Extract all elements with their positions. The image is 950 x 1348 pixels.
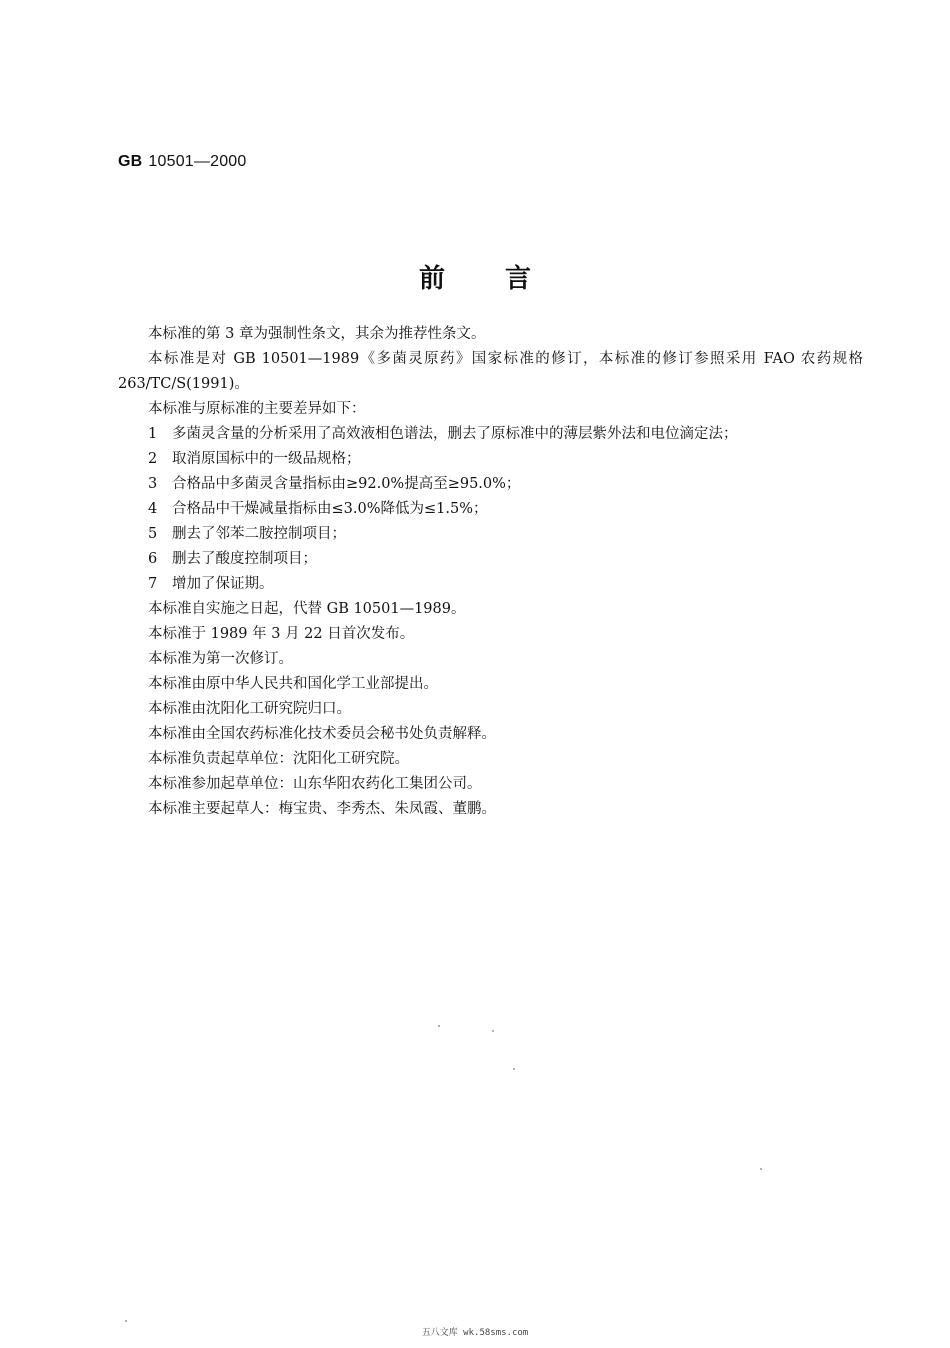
list-item-text: 多菌灵含量的分析采用了高效液相色谱法，删去了原标准中的薄层紫外法和电位滴定法； xyxy=(172,426,738,442)
standard-number: 10501—2000 xyxy=(148,153,247,170)
list-item-number: 6 xyxy=(148,551,158,567)
statement-participating-unit: 本标准参加起草单位：山东华阳农药化工集团公司。 xyxy=(148,776,482,792)
list-item xyxy=(118,547,863,572)
list-item-number: 2 xyxy=(148,451,158,467)
paragraph-mandatory: 本标准的第 3 章为强制性条文，其余为推荐性条文。 xyxy=(148,326,486,342)
list-item-number: 3 xyxy=(148,476,158,492)
document-body xyxy=(118,322,863,822)
scan-speck xyxy=(513,1068,515,1070)
list-item xyxy=(118,522,863,547)
list-item-text: 删去了酸度控制项目； xyxy=(172,551,317,567)
standard-prefix: GB xyxy=(118,153,143,170)
paragraph-revision: 本标准是对 GB 10501—1989《多菌灵原药》国家标准的修订，本标准的修订参照采用 FAO 农药规格 263/TC/S(1991)。 xyxy=(118,351,863,392)
scan-speck xyxy=(760,1168,762,1170)
paragraph-differences-intro: 本标准与原标准的主要差异如下： xyxy=(148,401,366,417)
list-item-text: 取消原国标中的一级品规格； xyxy=(172,451,361,467)
footer-watermark: 五八文库 wk.58sms.com xyxy=(421,1328,529,1338)
scan-speck xyxy=(438,1025,440,1027)
list-item-text: 合格品中多菌灵含量指标由≥92.0%提高至≥95.0%； xyxy=(172,476,521,492)
scan-speck xyxy=(125,1320,127,1322)
statement-centralized-by: 本标准由沈阳化工研究院归口。 xyxy=(148,701,351,717)
statement-replaces: 本标准自实施之日起，代替 GB 10501—1989。 xyxy=(148,601,466,617)
page-title: 前言 xyxy=(418,264,591,294)
list-item-number: 4 xyxy=(148,501,158,517)
standard-code xyxy=(118,153,247,171)
list-item xyxy=(118,472,863,497)
statement-main-drafters: 本标准主要起草人：梅宝贵、李秀杰、朱凤霞、董鹏。 xyxy=(148,801,496,817)
list-item-number: 7 xyxy=(148,576,158,592)
list-item xyxy=(118,572,863,597)
statement-drafting-unit: 本标准负责起草单位：沈阳化工研究院。 xyxy=(148,751,409,767)
list-item-number: 5 xyxy=(148,526,158,542)
statement-proposed-by: 本标准由原中华人民共和国化学工业部提出。 xyxy=(148,676,438,692)
list-item-text: 增加了保证期。 xyxy=(172,576,274,592)
list-item-text: 删去了邻苯二胺控制项目； xyxy=(172,526,346,542)
differences-list xyxy=(118,422,863,597)
list-item xyxy=(118,497,863,522)
statement-interpreted-by: 本标准由全国农药标准化技术委员会秘书处负责解释。 xyxy=(148,726,496,742)
scan-speck xyxy=(492,1030,494,1032)
list-item-number: 1 xyxy=(148,426,158,442)
list-item xyxy=(118,447,863,472)
list-item xyxy=(118,422,863,447)
list-item-text: 合格品中干燥减量指标由≤3.0%降低为≤1.5%； xyxy=(172,501,488,517)
statement-first-issued: 本标准于 1989 年 3 月 22 日首次发布。 xyxy=(148,626,415,642)
statement-revision-count: 本标准为第一次修订。 xyxy=(148,651,293,667)
